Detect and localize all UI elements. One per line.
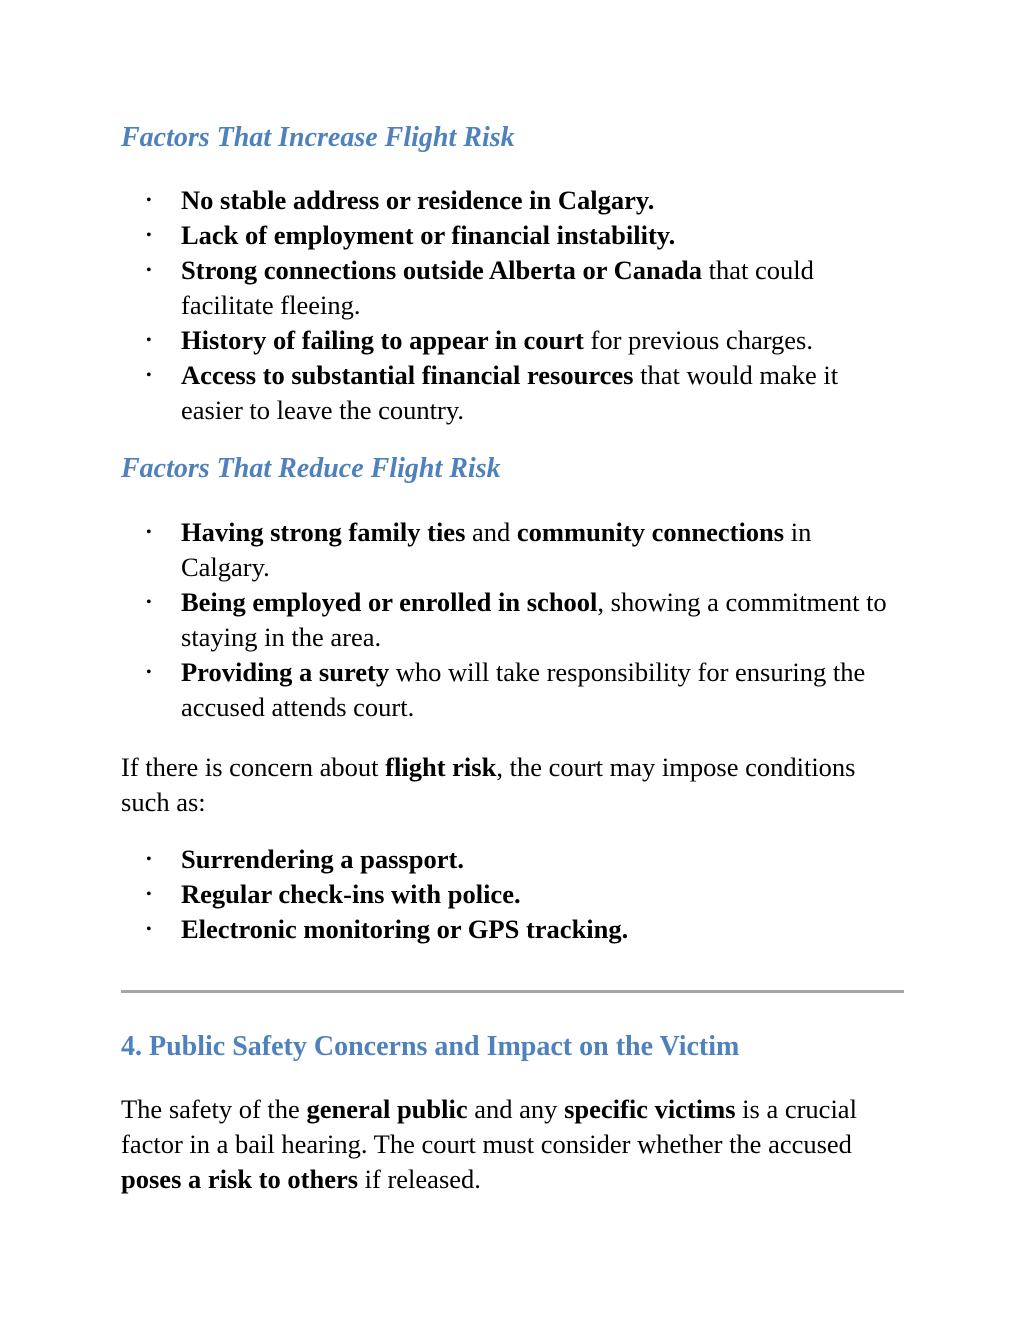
list-item: • Providing a surety who will take responsibility for ensuring the accused attends court. — [146, 657, 866, 722]
bullet-icon: • — [146, 227, 152, 244]
list-item: • No stable address or residence in Calgary. — [121, 183, 904, 218]
public-safety-paragraph: The safety of the general public and any specific victims is a crucial factor in a bail hearing. The court must consider whether the accused poses a risk to others if released. — [121, 1094, 857, 1194]
list-increase-factors — [121, 183, 904, 428]
horizontal-divider — [121, 990, 904, 993]
list-item: • Regular check-ins with police. — [121, 877, 904, 912]
bullet-icon: • — [146, 921, 152, 938]
list-item: • Lack of employment or financial instability. — [121, 218, 904, 253]
bullet-icon: • — [146, 262, 152, 279]
heading-public-safety: 4. Public Safety Concerns and Impact on the Victim — [121, 1031, 740, 1062]
list-item: • Having strong family ties and community connections in Calgary. — [146, 517, 812, 582]
list-item: • Access to substantial financial resources that would make it easier to leave the country. — [146, 360, 839, 425]
list-conditions — [121, 842, 904, 947]
list-item: • Electronic monitoring or GPS tracking. — [121, 912, 904, 947]
bullet-icon: • — [146, 524, 152, 541]
bullet-icon: • — [146, 851, 152, 868]
bullet-icon: • — [146, 192, 152, 209]
list-item: • History of failing to appear in court for previous charges. — [121, 323, 904, 358]
bullet-icon: • — [146, 664, 152, 681]
conditions-intro: If there is concern about flight risk, the court may impose conditions such as: — [121, 752, 856, 817]
bullet-icon: • — [146, 367, 152, 384]
list-item: • Strong connections outside Alberta or Canada that could facilitate fleeing. — [146, 255, 814, 320]
list-reduce-factors — [121, 515, 904, 725]
list-item: • Surrendering a passport. — [121, 842, 904, 877]
list-item: • Being employed or enrolled in school, showing a commitment to staying in the area. — [146, 587, 887, 652]
bullet-icon: • — [146, 594, 152, 611]
heading-reduce-flight-risk: Factors That Reduce Flight Risk — [121, 453, 501, 484]
heading-increase-flight-risk: Factors That Increase Flight Risk — [121, 122, 515, 153]
bullet-icon: • — [146, 332, 152, 349]
bullet-icon: • — [146, 886, 152, 903]
